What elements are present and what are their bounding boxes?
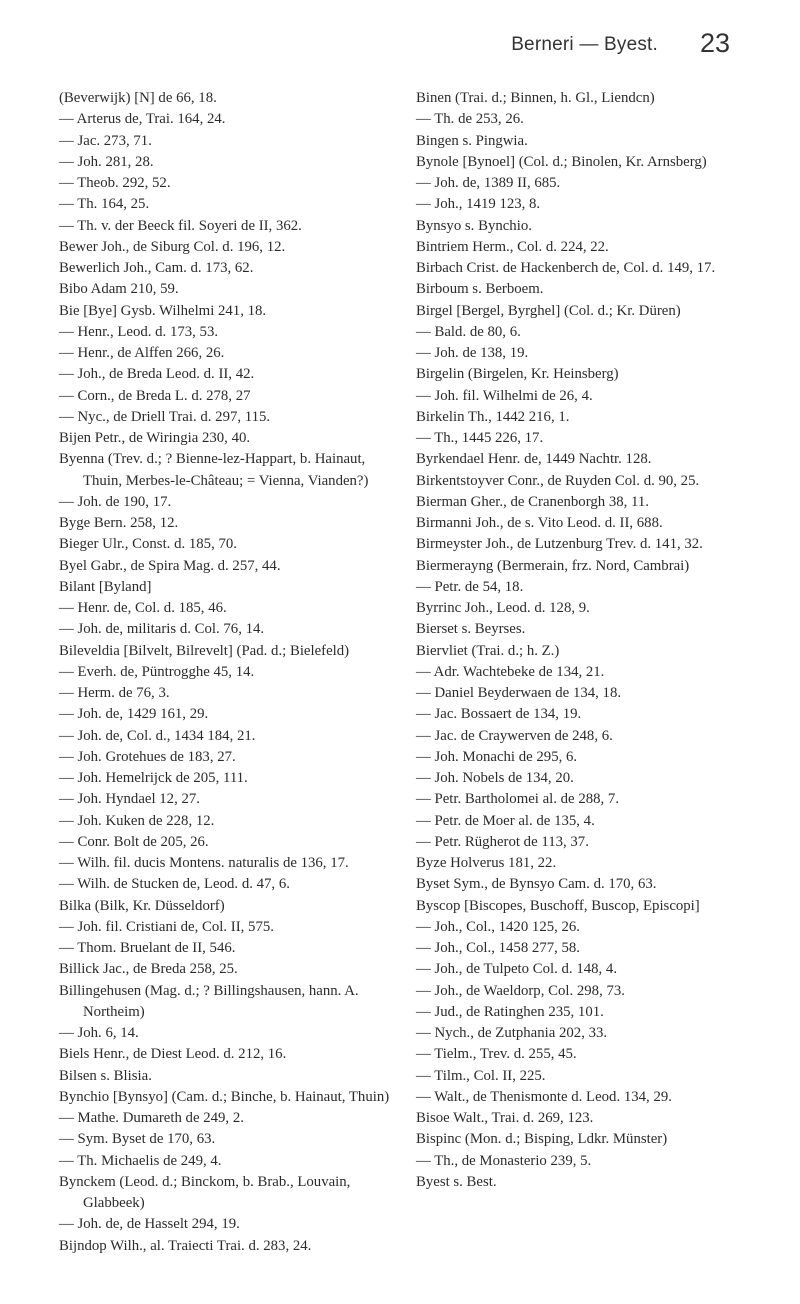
index-entry: — Joh. de 138, 19.	[416, 345, 529, 361]
index-entry: Bispinc (Mon. d.; Bisping, Ldkr. Münster)	[416, 1131, 668, 1148]
index-entry: — Th. Michaelis de 249, 4.	[59, 1152, 222, 1169]
index-entry: Bynckem (Leod. d.; Binckom, b. Brab., Louvain, Glabbeek)	[59, 1173, 351, 1211]
index-entry: — Th. 164, 25.	[59, 196, 150, 213]
index-entry: Billingehusen (Mag. d.; ? Billingshausen, hann. A. Northeim)	[59, 982, 359, 1020]
index-entry: Bibo Adam 210, 59.	[59, 281, 179, 298]
index-entry: — Daniel Beyderwaen de 134, 18.	[416, 685, 622, 701]
index-entry: Bierset s. Beyrses.	[416, 621, 526, 638]
index-entry: — Bald. de 80, 6.	[416, 323, 521, 340]
index-entry: — Nyc., de Driell Trai. d. 297, 115.	[59, 408, 271, 425]
index-entry: Birmeyster Joh., de Lutzenburg Trev. d. 141, 32.	[416, 536, 703, 553]
index-entry: — Joh., Col., 1420 125, 26.	[416, 918, 581, 935]
index-entry: — Th., 1445 226, 17.	[416, 430, 544, 446]
index-entry: Bynole [Bynoel] (Col. d.; Binolen, Kr. Arnsberg)	[416, 153, 707, 170]
index-column-right	[416, 88, 746, 1193]
index-entry: Birmanni Joh., de s. Vito Leod. d. II, 688.	[416, 515, 663, 531]
index-entry: Bynsyo s. Bynchio.	[416, 217, 532, 234]
index-entry: — Joh. Nobels de 134, 20.	[416, 770, 574, 786]
index-entry: — Th. de 253, 26.	[416, 111, 524, 128]
index-entry: Bintriem Herm., Col. d. 224, 22.	[416, 238, 609, 255]
index-entry: Byset Sym., de Bynsyo Cam. d. 170, 63.	[416, 876, 657, 893]
index-entry: — Th., de Monasterio 239, 5.	[416, 1152, 592, 1169]
index-entry: Byscop [Biscopes, Buschoff, Buscop, Episcopi]	[416, 897, 700, 914]
index-entry: Biervliet (Trai. d.; h. Z.)	[416, 642, 560, 659]
index-entry: Billick Jac., de Breda 258, 25.	[59, 961, 238, 978]
index-entry: — Wilh. fil. ducis Montens. naturalis de 136, 17.	[59, 855, 349, 871]
index-entry: Biels Henr., de Diest Leod. d. 212, 16.	[59, 1046, 287, 1063]
index-entry: Birboum s. Berboem.	[416, 281, 544, 298]
index-entry: — Henr., Leod. d. 173, 53.	[59, 323, 219, 340]
index-entry: — Joh. Grotehues de 183, 27.	[59, 748, 236, 765]
index-entry: — Tielm., Trev. d. 255, 45.	[416, 1046, 577, 1063]
index-entry: Bilsen s. Blisia.	[59, 1067, 152, 1084]
index-entry: — Joh., de Breda Leod. d. II, 42.	[59, 366, 255, 383]
index-entry: — Joh. Hemelrijck de 205, 111.	[59, 770, 248, 786]
index-entry: — Joh. 281, 28.	[59, 153, 154, 170]
index-entry: — Joh., de Waeldorp, Col. 298, 73.	[416, 982, 625, 999]
index-entry: Birkelin Th., 1442 216, 1.	[416, 408, 570, 425]
index-column-left	[59, 88, 394, 1257]
index-entry: Bilka (Bilk, Kr. Düsseldorf)	[59, 897, 225, 914]
index-entry: Bierman Gher., de Cranenborgh 38, 11.	[416, 493, 649, 510]
index-entry: — Joh. fil. Cristiani de, Col. II, 575.	[59, 918, 274, 935]
page-number: 23	[699, 28, 730, 58]
index-entry: — Petr. Rügherot de 113, 37.	[416, 833, 589, 850]
index-entry: (Beverwijk) [N] de 66, 18.	[59, 90, 217, 106]
index-entry: — Joh. Hyndael 12, 27.	[59, 791, 200, 808]
index-entry: Byel Gabr., de Spira Mag. d. 257, 44.	[59, 557, 281, 574]
index-entry: Bewerlich Joh., Cam. d. 173, 62.	[59, 260, 254, 276]
index-entry: — Joh. de, militaris d. Col. 76, 14.	[59, 621, 265, 638]
index-entry: Birbach Crist. de Hackenberch de, Col. d. 149, 17.	[416, 260, 716, 276]
index-entry: Byze Holverus 181, 22.	[416, 855, 557, 871]
index-entry: — Joh. de 190, 17.	[59, 493, 172, 510]
index-entry: Birgel [Bergel, Byrghel] (Col. d.; Kr. Düren)	[416, 302, 681, 319]
index-entry: — Joh. de, de Hasselt 294, 19.	[59, 1216, 240, 1233]
index-entry: Bijen Petr., de Wiringia 230, 40.	[59, 430, 251, 446]
index-entry: Binen (Trai. d.; Binnen, h. Gl., Liendcn)	[416, 90, 655, 106]
index-entry: — Jud., de Ratinghen 235, 101.	[416, 1003, 604, 1020]
index-entry: — Henr. de, Col. d. 185, 46.	[59, 600, 227, 616]
index-entry: Bisoe Walt., Trai. d. 269, 123.	[416, 1110, 594, 1126]
index-entry: — Corn., de Breda L. d. 278, 27	[59, 387, 251, 404]
page-header	[0, 28, 800, 68]
index-entry: — Joh. de, 1389 II, 685.	[416, 175, 561, 191]
index-entry: — Jac. Bossaert de 134, 19.	[416, 706, 582, 723]
index-entry: Bingen s. Pingwia.	[416, 132, 528, 149]
index-entry: Birgelin (Birgelen, Kr. Heinsberg)	[416, 366, 619, 383]
index-entry: — Petr. de Moer al. de 135, 4.	[416, 812, 595, 829]
index-entry: — Theob. 292, 52.	[59, 175, 171, 191]
index-entry: — Th. v. der Beeck fil. Soyeri de II, 362.	[59, 217, 302, 234]
index-entry: — Joh. de, Col. d., 1434 184, 21.	[59, 727, 256, 744]
index-entry: Bilant [Byland]	[59, 578, 152, 595]
index-entry: — Petr. Bartholomei al. de 288, 7.	[416, 791, 620, 808]
index-entry: Bynchio [Bynsyo] (Cam. d.; Binche, b. Hainaut, Thuin)	[59, 1088, 390, 1105]
index-entry: — Conr. Bolt de 205, 26.	[59, 833, 209, 850]
index-entry: — Joh. Monachi de 295, 6.	[416, 748, 578, 765]
index-entry: Bileveldia [Bilvelt, Bilrevelt] (Pad. d.; Bielefeld)	[59, 642, 350, 659]
index-entry: Bijndop Wilh., al. Traiecti Trai. d. 283, 24.	[59, 1237, 312, 1254]
index-entry: — Nych., de Zutphania 202, 33.	[416, 1025, 608, 1041]
index-entry: — Walt., de Thenismonte d. Leod. 134, 29.	[416, 1088, 672, 1105]
index-entry: — Wilh. de Stucken de, Leod. d. 47, 6.	[59, 876, 290, 893]
index-entry: — Mathe. Dumareth de 249, 2.	[59, 1110, 244, 1126]
index-entry: Biermerayng (Bermerain, frz. Nord, Cambrai)	[416, 557, 690, 574]
index-entry: — Joh., 1419 123, 8.	[416, 196, 541, 213]
index-entry: Bie [Bye] Gysb. Wilhelmi 241, 18.	[59, 302, 267, 319]
index-entry: — Petr. de 54, 18.	[416, 578, 524, 595]
index-entry: — Joh., de Tulpeto Col. d. 148, 4.	[416, 961, 618, 978]
index-entry: — Arterus de, Trai. 164, 24.	[59, 111, 226, 128]
index-entry: Bewer Joh., de Siburg Col. d. 196, 12.	[59, 238, 286, 255]
index-entry: — Joh. 6, 14.	[59, 1025, 139, 1041]
index-entry: — Jac. de Craywerven de 248, 6.	[416, 727, 613, 744]
index-entry: Byrrinc Joh., Leod. d. 128, 9.	[416, 600, 590, 616]
index-entry: Byest s. Best.	[416, 1173, 497, 1190]
index-entry: Bieger Ulr., Const. d. 185, 70.	[59, 536, 237, 553]
index-entry: — Jac. 273, 71.	[59, 132, 152, 149]
index-entry: — Sym. Byset de 170, 63.	[59, 1131, 216, 1148]
running-head: Berneri — Byest.	[511, 34, 658, 55]
index-entry: — Everh. de, Püntrogghe 45, 14.	[59, 663, 255, 680]
index-entry: — Joh., Col., 1458 277, 58.	[416, 940, 581, 956]
index-entry: — Adr. Wachtebeke de 134, 21.	[416, 663, 605, 680]
index-entry: — Joh. fil. Wilhelmi de 26, 4.	[416, 387, 593, 404]
index-entry: Byenna (Trev. d.; ? Bienne-lez-Happart, b. Hainaut, Thuin, Merbes-le-Château; = Vienna, Vianden?)	[59, 451, 369, 489]
index-entry: — Joh. Kuken de 228, 12.	[59, 812, 215, 829]
index-entry: — Tilm., Col. II, 225.	[416, 1067, 546, 1084]
index-entry: — Henr., de Alffen 266, 26.	[59, 345, 225, 361]
index-entry: Birkentstoyver Conr., de Ruyden Col. d. 90, 25.	[416, 472, 700, 489]
index-entry: — Thom. Bruelant de II, 546.	[59, 940, 236, 956]
index-entry: — Joh. de, 1429 161, 29.	[59, 706, 209, 723]
index-entry: Byrkendael Henr. de, 1449 Nachtr. 128.	[416, 451, 652, 468]
index-entry: Byge Bern. 258, 12.	[59, 515, 179, 531]
index-entry: — Herm. de 76, 3.	[59, 685, 170, 701]
